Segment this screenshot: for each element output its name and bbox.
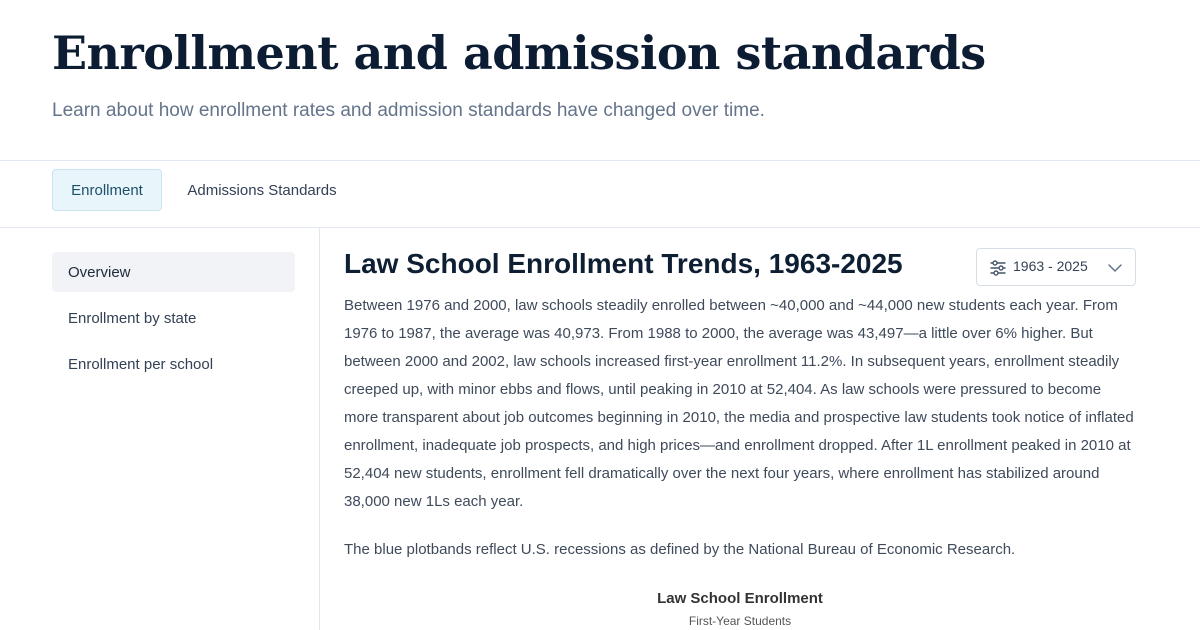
sidebar-item-overview[interactable]: Overview bbox=[52, 252, 295, 292]
main-content bbox=[344, 228, 1144, 630]
sidebar-nav bbox=[0, 228, 320, 630]
chart-subtitle: First-Year Students bbox=[688, 614, 792, 628]
tab-admissions-standards[interactable]: Admissions Standards bbox=[187, 181, 337, 199]
sidebar-item-enrollment-by-state[interactable]: Enrollment by state bbox=[68, 309, 197, 327]
year-range-value: 1963 - 2025 bbox=[1013, 258, 1088, 274]
year-range-select[interactable] bbox=[976, 248, 1136, 286]
tab-enrollment[interactable]: Enrollment bbox=[52, 169, 162, 211]
enrollment-description: Between 1976 and 2000, law schools steadily enrolled between ~40,000 and ~44,000 new students each year. From 1976 to 1987, the average was 40,973. From 1988 to 2000, the average was 43,497—a little over 6% higher. But between 2000 and 2002, law schools increased first-year enrollment 11.2%. In subsequent years, enrollment steadily creeped up, with minor ebbs and flows, until peaking in 2010 at 52,404. As law schools were pressured to become more transparent about job outcomes beginning in 2010, the media and prospective law students took notice of inflated enrollment, inadequate job prospects, and high prices—and enrollment dropped. After 1L enrollment peaked in 2010 at 52,404 new students, enrollment fell dramatically over the next four years, where enrollment has stabilized around 38,000 new 1Ls each year. bbox=[344, 297, 1134, 510]
section-title: Law School Enrollment Trends, 1963-2025 bbox=[344, 248, 903, 279]
page-header bbox=[0, 0, 1200, 161]
page-subtitle: Learn about how enrollment rates and admission standards have changed over time. bbox=[52, 100, 765, 121]
section-tabs bbox=[0, 161, 1200, 228]
sidebar-item-enrollment-per-school[interactable]: Enrollment per school bbox=[68, 355, 214, 373]
chart-title: Law School Enrollment bbox=[657, 590, 823, 607]
recession-note: The blue plotbands reflect U.S. recessions as defined by the National Bureau of Economic Research. bbox=[344, 541, 1016, 558]
page-title: Enrollment and admission standards bbox=[52, 26, 986, 80]
chevron-down-icon bbox=[1107, 260, 1123, 276]
sliders-icon bbox=[989, 259, 1007, 277]
